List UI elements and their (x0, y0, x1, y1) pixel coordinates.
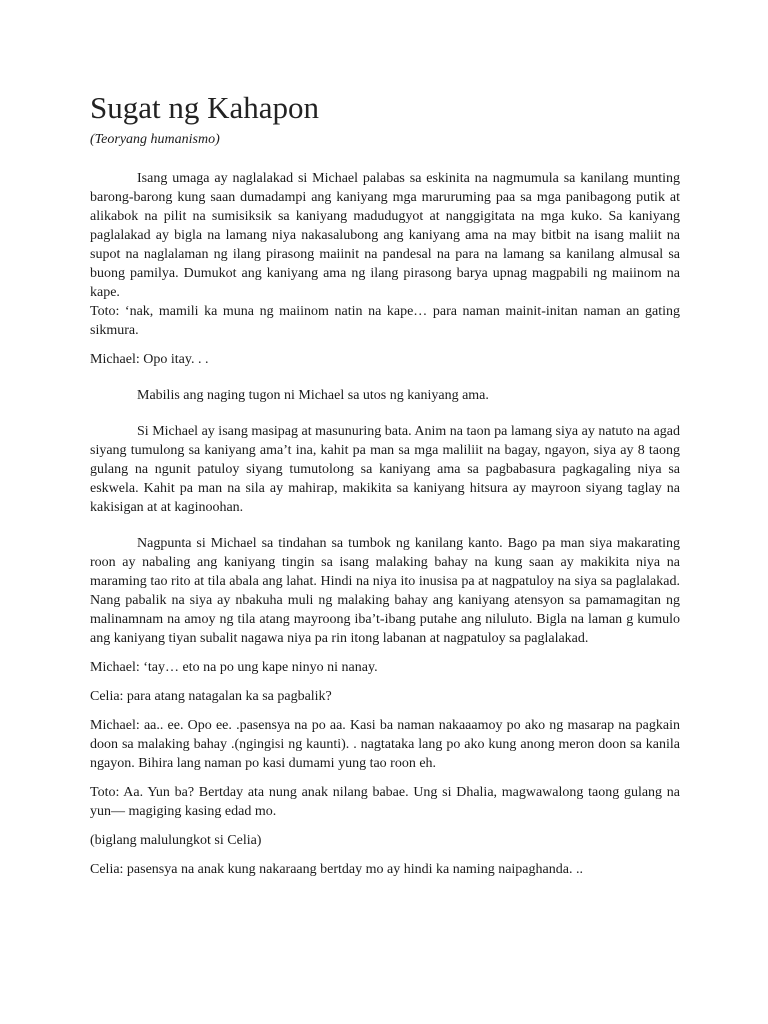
dialogue-celia-1: Celia: para atang natagalan ka sa pagbalik? (90, 689, 332, 704)
dialogue-michael-3: Michael: aa.. ee. Opo ee. .pasensya na po aa. Kasi ba naman nakaaamoy po ako ng masarap na pagkain doon sa malaking bahay .(ngingisi ng kaunti). . nagtataka lang po ako kung anong meron doon sa kanila ngayon. Bihira lang naman po kasi dumami yung tao roon eh. (90, 718, 680, 771)
paragraph-1: Isang umaga ay naglalakad si Michael palabas sa eskinita na nagmumula sa kanilang munting barong-barong kung saan dumadampi ang kaniyang mga maruruming paa sa mga panibagong putik at alikabok na pilit na sumisiksik sa kaniyang madudugyot at nanggigitata na mga kuko. Sa kaniyang paglalakad ay bigla na lamang niya nakasalubong ang kaniyang ama na may bitbit na isang maliit na supot na naglalaman ng ilang pirasong maiinit na pandesal na para na lamang sa kanilang almusal sa buong pamilya. Dumukot ang kaniyang ama ng ilang pirasong barya upnag magpabili ng maiinom na kape. (90, 171, 680, 300)
document-page (90, 88, 680, 879)
dialogue-toto-2: Toto: Aa. Yun ba? Bertday ata nung anak nilang babae. Ung si Dhalia, magwawalong taong gulang na yun— magiging kasing edad mo. (90, 785, 680, 819)
document-subtitle: (Teoryang humanismo) (90, 132, 220, 147)
paragraph-2: Mabilis ang naging tugon ni Michael sa utos ng kaniyang ama. (137, 388, 489, 403)
paragraph-3: Si Michael ay isang masipag at masunuring bata. Anim na taon pa lamang siya ay natuto na agad siyang tumulong sa kaniyang ama’t ina, kahit pa man sa mga maliliit na bagay, ngayon, siya ay 8 taong gulang na ngunit patuloy siyang tumutolong sa kaniyang ama sa pagbabasura pagkagaling niya sa eskwela. Kahit pa man na sila ay mahirap, makikita sa kaniyang hitsura ay mayroon siyang taglay na kakisigan at at kaginoohan. (90, 424, 680, 515)
dialogue-celia-2: Celia: pasensya na anak kung nakaraang bertday mo ay hindi ka naming naipaghanda. .. (90, 862, 583, 877)
paragraph-4: Nagpunta si Michael sa tindahan sa tumbok ng kanilang kanto. Bago pa man siya makarating roon ay nabaling ang kaniyang tingin sa isang malaking bahay na kung saan ay makikita niya na maraming tao rito at tila abala ang lahat. Hindi na niya ito inusisa pa at nagpatuloy na siya sa paglalakad. Nang pabalik na siya ay nbakuha muli ng malaking bahay ang kaniyang atensyon sa pamamagitan ng malinamnam na amoy ng tila atang mayroong iba’t-ibang putahe ang niluluto. Bigla na laman g kumulo ang kaniyang tiyan subalit nagawa niya pa rin itong labanan at nagpatuloy sa paglalakad. (90, 536, 680, 646)
document-title: Sugat ng Kahapon (90, 90, 320, 125)
stage-direction: (biglang malulungkot si Celia) (90, 833, 262, 848)
dialogue-michael-2: Michael: ‘tay… eto na po ung kape ninyo ni nanay. (90, 660, 378, 675)
dialogue-michael-1: Michael: Opo itay. . . (90, 352, 209, 367)
dialogue-toto-1: Toto: ‘nak, mamili ka muna ng maiinom natin na kape… para naman mainit-initan naman an gating sikmura. (90, 304, 680, 338)
